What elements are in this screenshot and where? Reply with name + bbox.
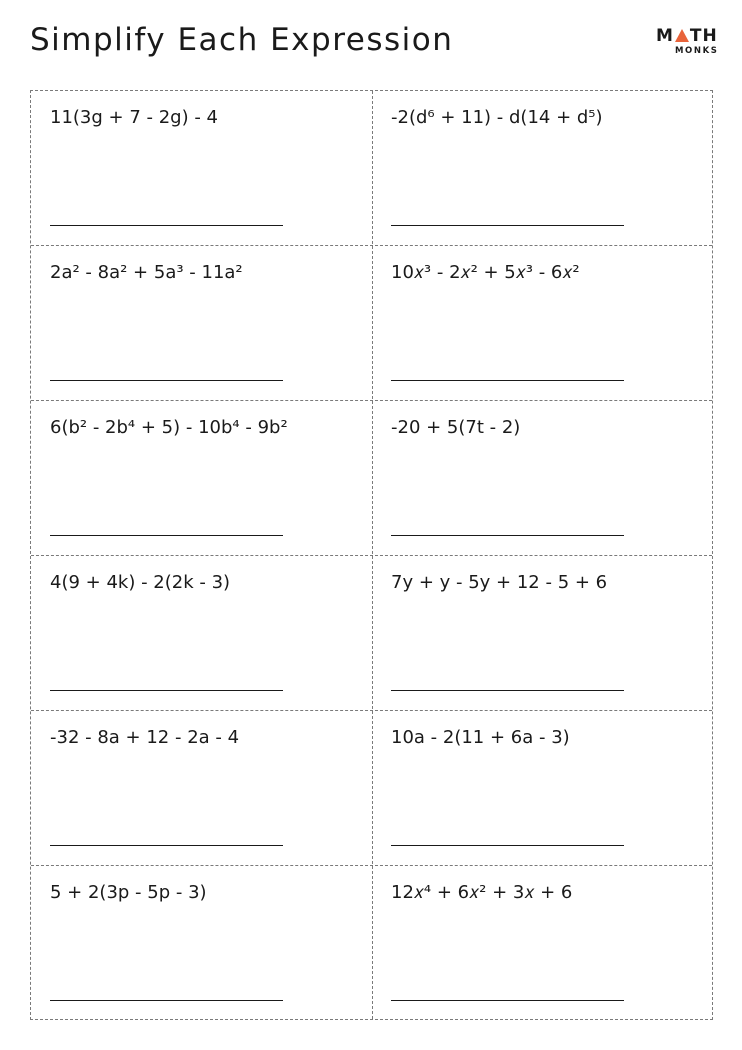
problem-cell-12 [372, 866, 712, 1021]
triangle-icon [675, 29, 689, 42]
answer-line[interactable] [391, 845, 624, 846]
problem-cell-5 [31, 401, 371, 556]
problem-expression: 5 + 2(3p - 5p - 3) [50, 882, 207, 903]
problem-expression: 12𝑥⁴ + 6𝑥² + 3𝑥 + 6 [391, 882, 573, 903]
problem-cell-4 [372, 246, 712, 401]
problem-expression: -20 + 5(7t - 2) [391, 417, 521, 438]
answer-line[interactable] [50, 225, 283, 226]
problem-cell-6 [372, 401, 712, 556]
problem-cell-9 [31, 711, 371, 866]
problem-cell-11 [31, 866, 371, 1021]
logo-subtext: MONKS [675, 46, 719, 56]
logo-wordmark [656, 26, 718, 46]
problem-cell-7 [31, 556, 371, 711]
problem-expression: 10a - 2(11 + 6a - 3) [391, 727, 570, 748]
problem-expression: 10𝑥³ - 2𝑥² + 5𝑥³ - 6𝑥² [391, 262, 580, 283]
problem-cell-3 [31, 246, 371, 401]
logo-letters-th: TH [689, 26, 718, 46]
problem-grid [30, 90, 713, 1020]
answer-line[interactable] [50, 380, 283, 381]
problem-expression: -32 - 8a + 12 - 2a - 4 [50, 727, 240, 748]
logo-letter-m: M [656, 26, 674, 46]
problem-expression: 2a² - 8a² + 5a³ - 11a² [50, 262, 243, 283]
answer-line[interactable] [50, 845, 283, 846]
answer-line[interactable] [50, 535, 283, 536]
problem-cell-10 [372, 711, 712, 866]
problem-expression: 11(3g + 7 - 2g) - 4 [50, 107, 219, 128]
math-monks-logo [656, 26, 719, 60]
answer-line[interactable] [391, 535, 624, 536]
problem-expression: 4(9 + 4k) - 2(2k - 3) [50, 572, 231, 593]
answer-line[interactable] [50, 1000, 283, 1001]
answer-line[interactable] [391, 690, 624, 691]
page-title: Simplify Each Expression [30, 22, 454, 58]
problem-cell-8 [372, 556, 712, 711]
problem-cell-2 [372, 91, 712, 246]
problem-cell-1 [31, 91, 371, 246]
problem-expression: 7y + y - 5y + 12 - 5 + 6 [391, 572, 608, 593]
problem-expression: -2(d⁶ + 11) - d(14 + d⁵) [391, 107, 603, 128]
answer-line[interactable] [391, 380, 624, 381]
answer-line[interactable] [391, 1000, 624, 1001]
answer-line[interactable] [391, 225, 624, 226]
answer-line[interactable] [50, 690, 283, 691]
problem-expression: 6(b² - 2b⁴ + 5) - 10b⁴ - 9b² [50, 417, 288, 438]
